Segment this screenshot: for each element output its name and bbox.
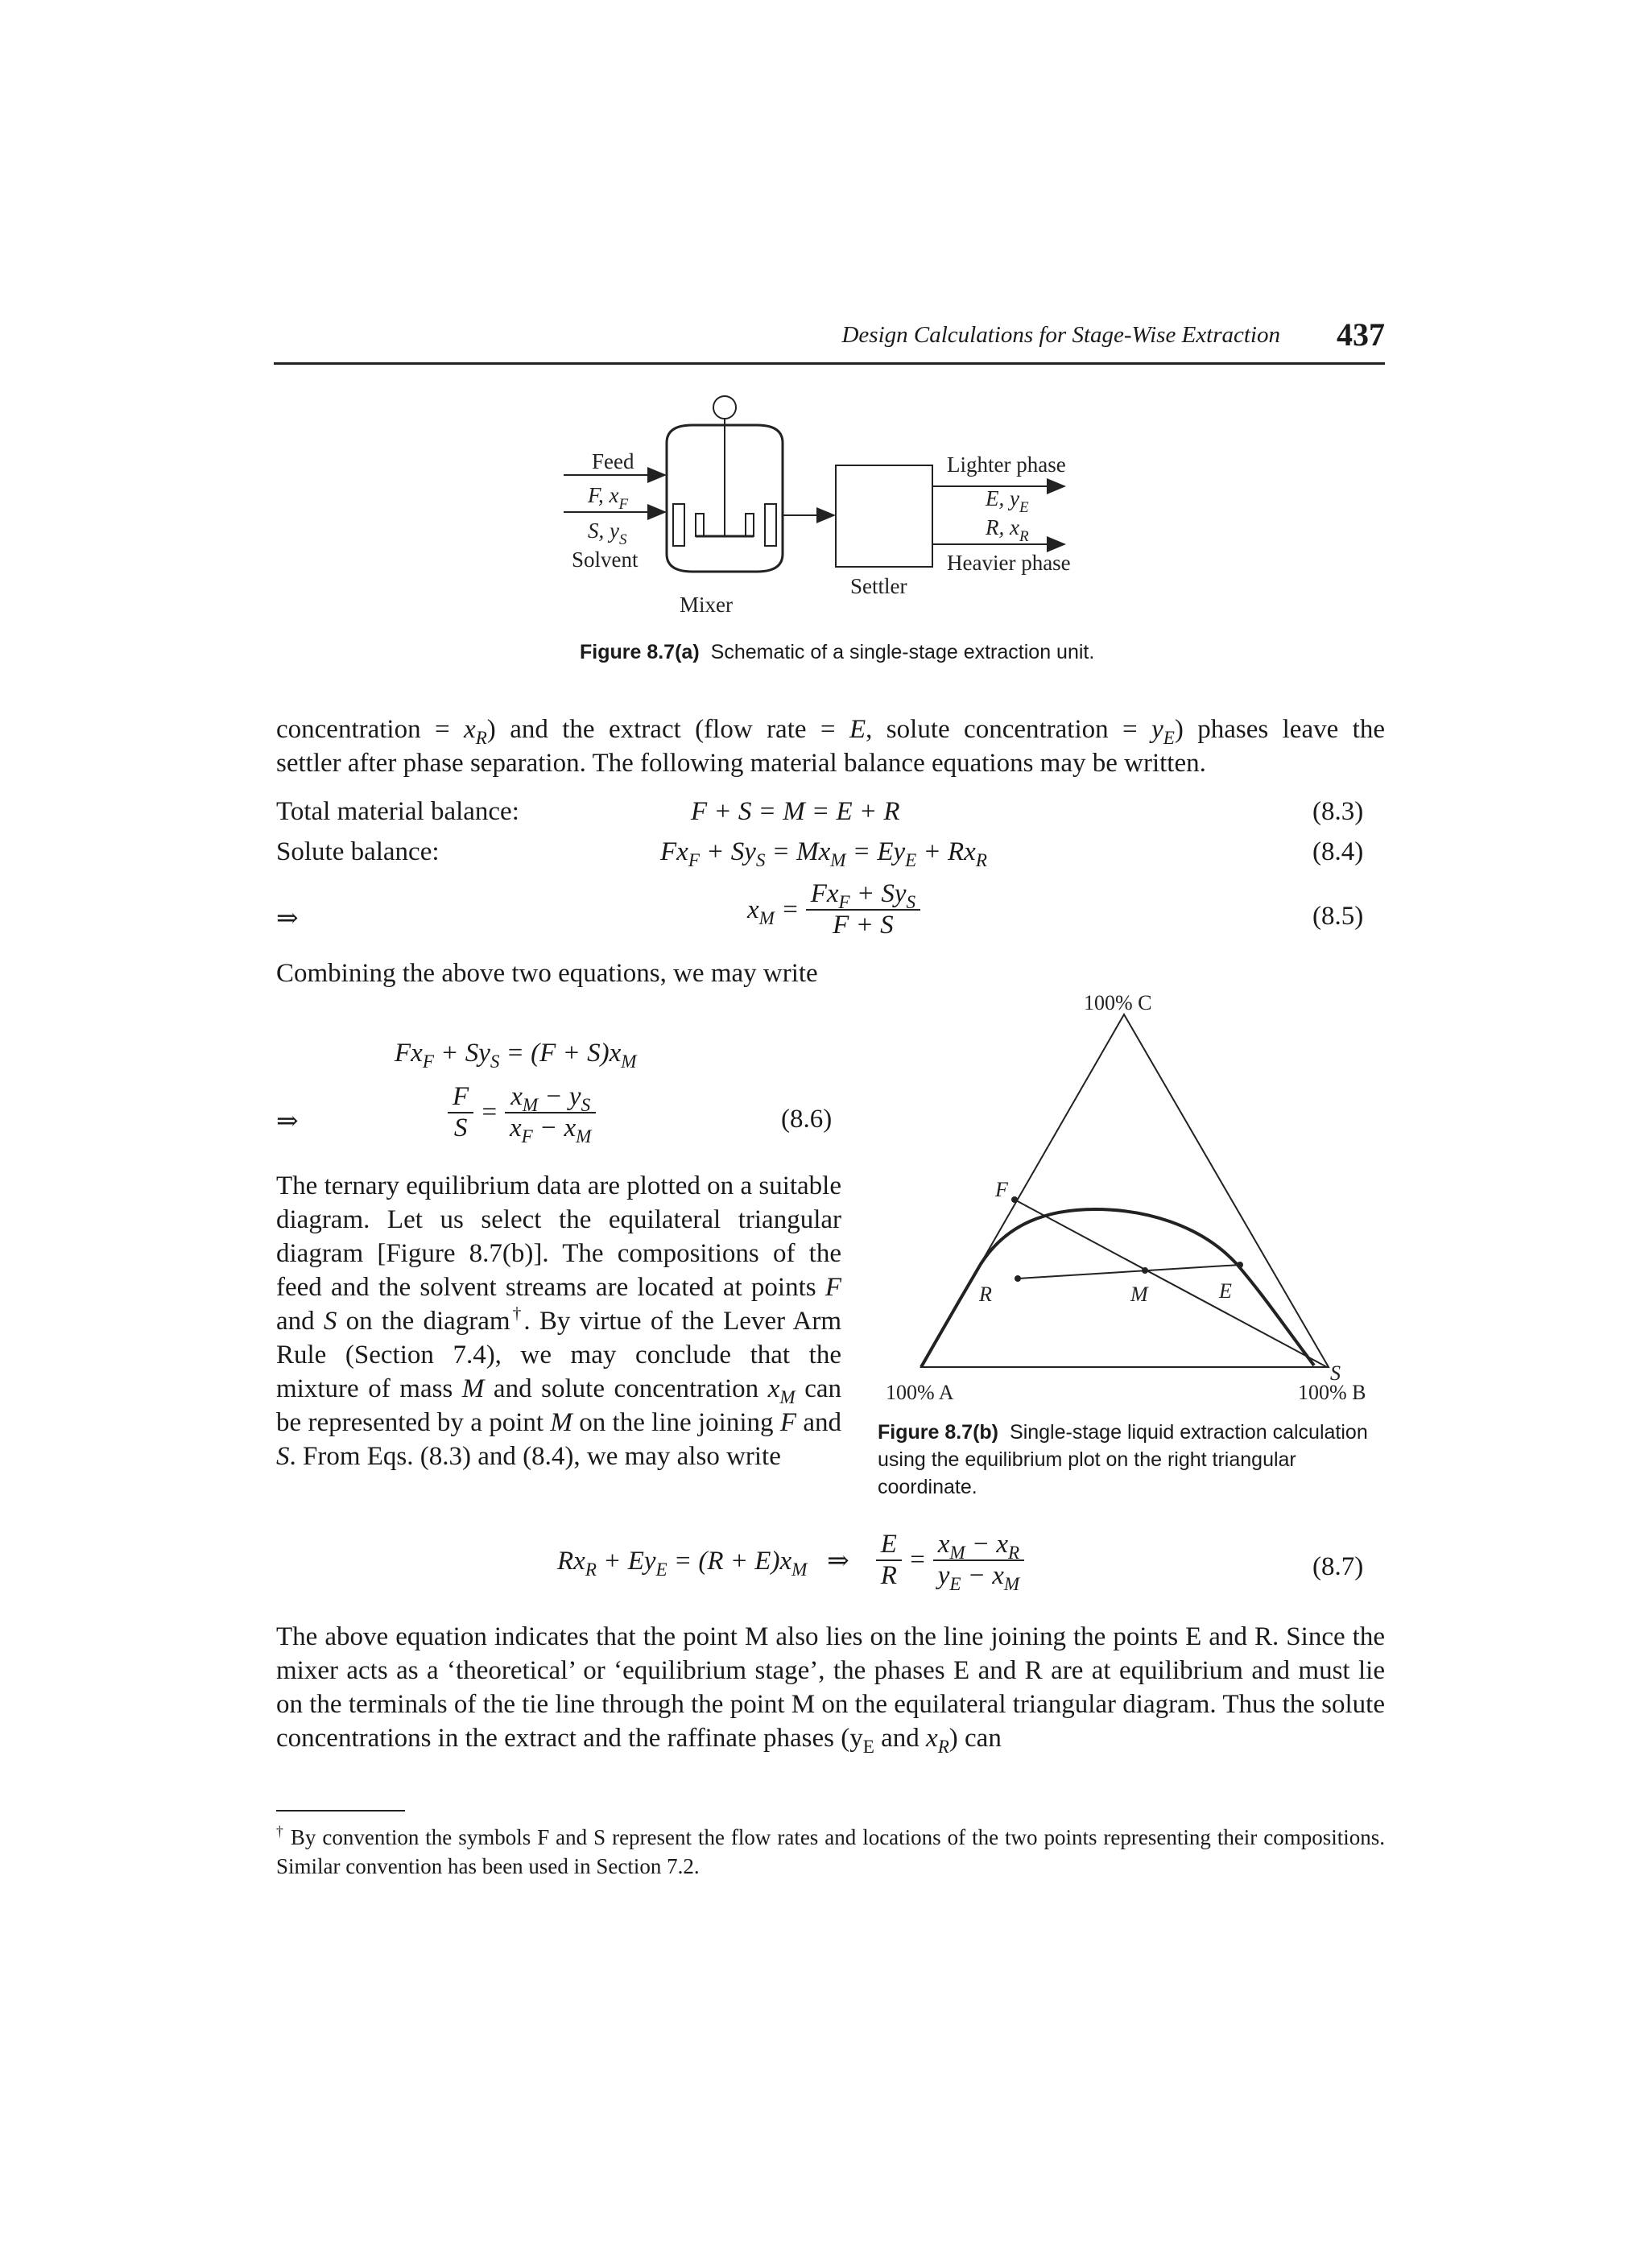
vertex-b-label: 100% B [1298, 1381, 1366, 1404]
solvent-label: Solvent [572, 547, 639, 572]
figure-8-7a-caption: Figure 8.7(a) Schematic of a single-stage extraction unit. [580, 641, 1095, 663]
equation-8-4: $Fx_F + Sy_S = Mx_M = Ey_E + Rx_R$ [660, 837, 987, 871]
implies-arrow: ⇒ [276, 904, 299, 933]
equation-8-5-number: (8.5) [1312, 902, 1364, 931]
point-e-label: E [1219, 1279, 1232, 1303]
running-title: Design Calculations for Stage-Wise Extraction [841, 322, 1280, 348]
running-head [274, 316, 1385, 365]
settler-label: Settler [850, 574, 907, 598]
motor-icon [713, 396, 736, 419]
figure-8-7b-triangle [878, 982, 1393, 1409]
equation-8-6-number: (8.6) [781, 1105, 833, 1134]
svg-text:R, xR: R, $x_R$ [986, 515, 1029, 545]
svg-text:F, xF: F, $x_F$ [588, 483, 629, 513]
equation-8-5: $x_M$ = $\frac{Fx_F + Sy_S}{F + S}$ [747, 879, 920, 940]
equation-8-7: $Rx_R + Ey_E = (R + E)x_M$ ⇒ $\frac{E}{R}$ = $\frac{x_M - x_R}{y_E - x_M}$ [557, 1530, 1024, 1591]
paragraph-continuation: concentration = $x_R$) and the extract (flow rate = E, solute concentration = $y_E$) phases leave the settler after phase separation. The following material balance equations may be written. [276, 715, 1385, 778]
heavier-phase-label: Heavier phase [947, 551, 1071, 575]
point-r-label: R [979, 1283, 992, 1306]
equation-combined: $Fx_F + Sy_S = (F + S)x_M$ [395, 1039, 637, 1072]
page-number: 437 [1337, 316, 1385, 353]
svg-text:S, yS: S, $y_S$ [588, 518, 627, 548]
vertex-c-label: 100% C [1084, 991, 1152, 1014]
feed-label: Feed [592, 449, 634, 473]
implies-arrow-2: ⇒ [276, 1107, 299, 1136]
footnote-rule [276, 1810, 405, 1812]
ternary-paragraph: The ternary equilibrium data are plotted on a suitable diagram. Let us select the equilateral triangular diagram [Figure 8.7(b)]. The compositions of the feed and the solvent streams are located at points F and S on the diagram†. By virtue of the Lever Arm Rule (Section 7.4), we may conclude that the mixture of mass M and solute concentration $x_M$ can be represented by a point M on the line joining F and S. From Eqs. (8.3) and (8.4), we may also write [276, 1171, 842, 1471]
figure-8-7a-schematic [564, 393, 1111, 626]
figure-8-7b-caption: Figure 8.7(b) Single-stage liquid extraction calculation using the equilibrium plot on the right triangular coordinate. [878, 1421, 1368, 1498]
settler-box [836, 465, 932, 567]
mixer-label: Mixer [680, 593, 733, 617]
footnote: † By convention the symbols F and S represent the flow rates and locations of the two points representing their compositions. Similar convention has been used in Section 7.2. [276, 1823, 1386, 1878]
equation-8-3-number: (8.3) [1312, 797, 1364, 826]
total-material-balance-label: Total material balance: [276, 797, 519, 826]
point-s-label: S [1330, 1361, 1341, 1385]
combining-paragraph: Combining the above two equations, we may write [276, 959, 818, 988]
point-m-label: M [1130, 1283, 1148, 1306]
lighter-phase-label: Lighter phase [947, 452, 1066, 477]
triangle-outline [921, 1014, 1329, 1367]
equation-8-7-number: (8.7) [1312, 1552, 1364, 1581]
vertex-a-label: 100% A [886, 1381, 954, 1404]
solute-balance-label: Solute balance: [276, 837, 440, 866]
svg-text:E, yE: E, $y_E$ [986, 486, 1029, 516]
final-paragraph: The above equation indicates that the point M also lies on the line joining the points E and R. Since the mixer acts as a ‘theoretical’ or ‘equilibrium stage’, the phases E and R are at equilibrium and must lie on the terminals of the tie line through the point M on the equilateral triangular diagram. Thus the solute concentrations in the extract and the raffinate phases ($y_E$ and $x_R$) can [276, 1622, 1385, 1758]
equation-8-6: $\frac{F}{S}$ = $\frac{x_M - y_S}{x_F - x_M}$ [448, 1082, 596, 1143]
tie-line [1018, 1265, 1240, 1279]
equation-8-3: F + S = M = E + R [691, 797, 900, 826]
equation-8-4-number: (8.4) [1312, 837, 1364, 866]
point-f-label: F [995, 1178, 1008, 1201]
